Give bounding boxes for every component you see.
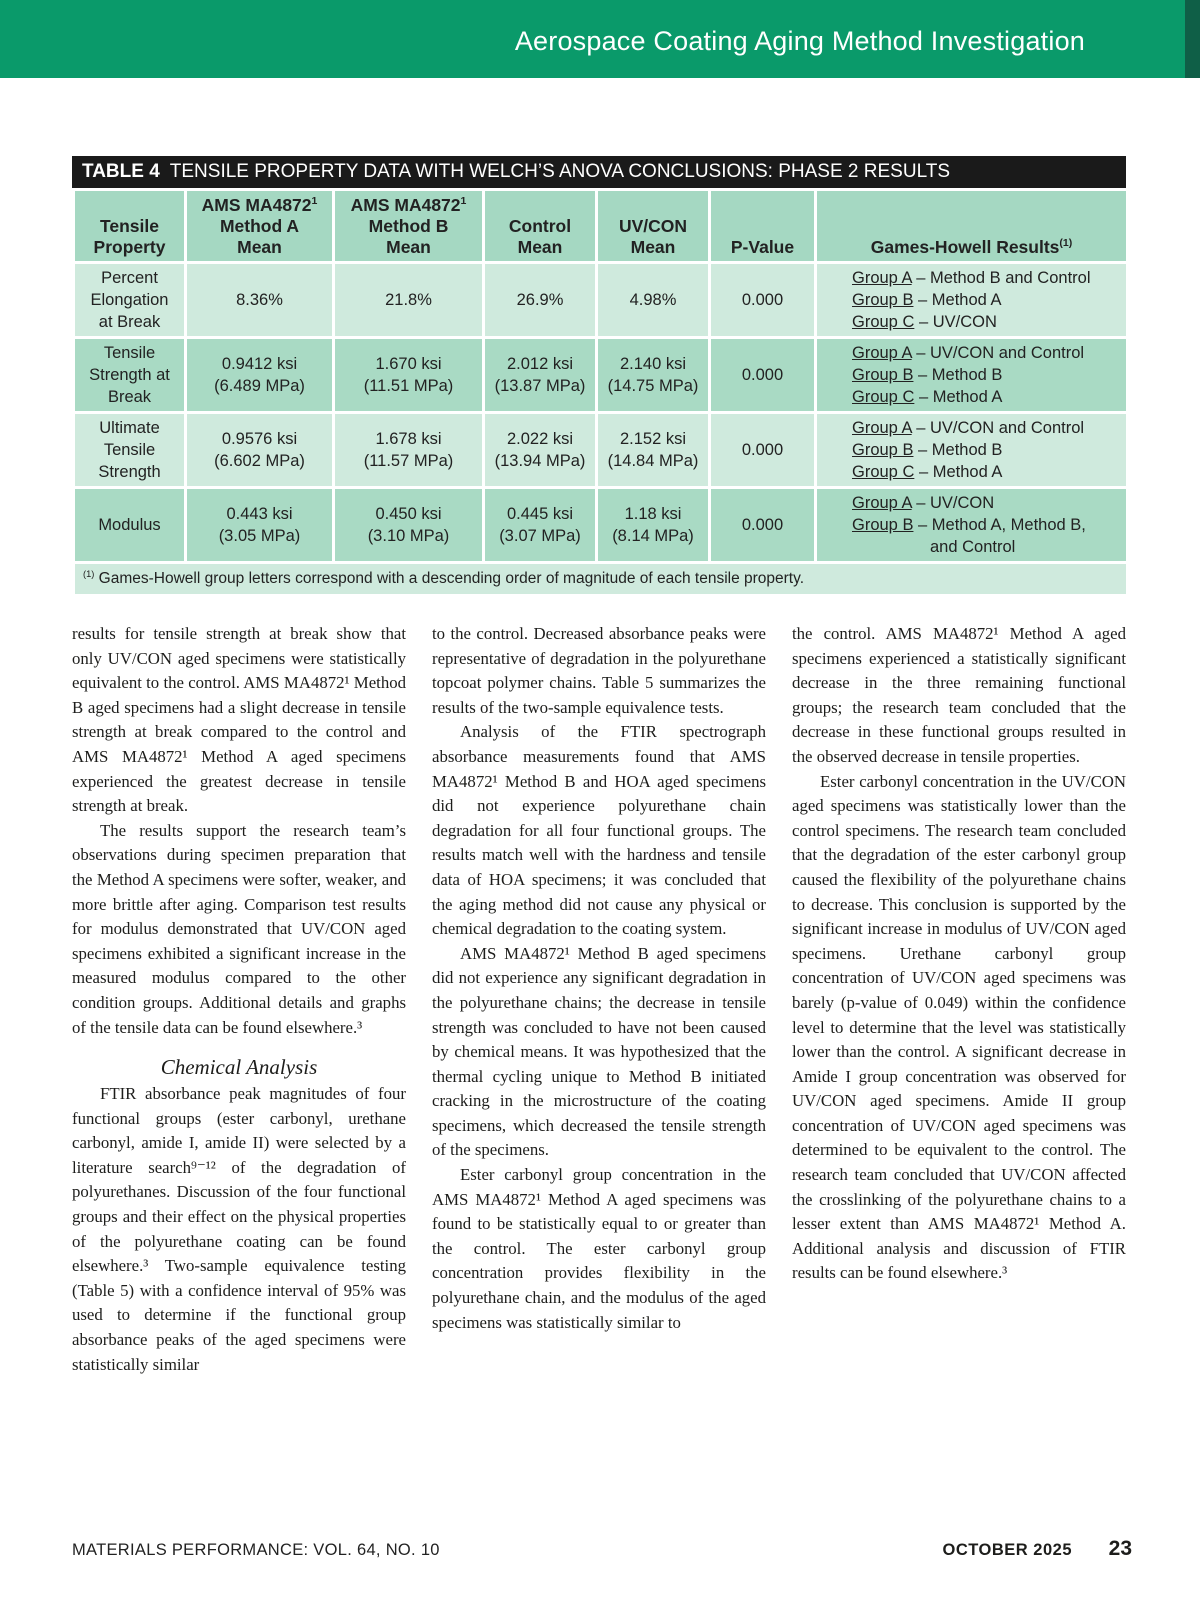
body-column-2: [432, 622, 766, 1335]
section-heading: Chemical Analysis: [160, 1055, 318, 1080]
table-title: TENSILE PROPERTY DATA WITH WELCH’S ANOVA CONCLUSIONS: PHASE 2 RESULTS: [169, 161, 950, 182]
table-row-tensile-strength: [74, 338, 1128, 413]
header-edge-tab: [1185, 0, 1200, 78]
table-label: TABLE 4: [82, 161, 160, 182]
table-header-row: [74, 190, 1128, 263]
table-4: [72, 156, 1126, 597]
cell-method-b: 21.8%: [334, 263, 484, 338]
table-caption: [72, 156, 1126, 188]
cell-control: 26.9%: [484, 263, 597, 338]
paragraph: Ester carbonyl concentration in the UV/CON aged specimens was statistically lower than the control specimens. The research team concluded that the degradation of the ester carbonyl group caused the flexibility of the polyurethane chains to decrease. This conclusion is supported by the significant increase in modulus of UV/CON aged specimens. Urethane carbonyl group concentration of UV/CON aged specimens was barely (p-value of 0.049) within the confidence level to determine that the level was statistically lower than the control. A significant decrease in Amide I group concentration was observed for UV/CON aged specimens. Amide II group concentration of UV/CON aged specimens was determined to be equivalent to the control. The research team concluded that UV/CON affected the crosslinking of the polyurethane chains to a lesser extent than AMS MA4872¹ Method A. Additional analysis and discussion of FTIR results can be found elsewhere.³: [792, 771, 1126, 1283]
paragraph: FTIR absorbance peak magnitudes of four functional groups (ester carbonyl, urethane carbonyl, amide I, amide II) were selected by a literature search⁹⁻¹² of the degradation of polyurethanes. Discussion of the four functional groups and their effect on the physical properties of the polyurethane coating can be found elsewhere.³ Two-sample equivalence testing (Table 5) with a confidence interval of 95% was used to determine if the functional group absorbance peaks of the aged specimens were statistically similar: [72, 1084, 406, 1374]
cell-method-a: 0.9412 ksi (6.489 MPa): [186, 338, 334, 413]
cell-method-b: 1.678 ksi (11.57 MPa): [334, 413, 484, 488]
cell-games-howell: Group A – UV/CON and Control Group B – Method B Group C – Method A: [816, 338, 1128, 413]
cell-uvcon: 1.18 ksi (8.14 MPa): [597, 488, 710, 563]
header-method-b: AMS MA4872$^1$ Method B Mean: [334, 190, 484, 263]
body-column-1: [72, 622, 406, 1377]
cell-method-b: 1.670 ksi (11.51 MPa): [334, 338, 484, 413]
cell-uvcon: 2.140 ksi (14.75 MPa): [597, 338, 710, 413]
cell-control: 2.012 ksi (13.87 MPa): [484, 338, 597, 413]
cell-uvcon: 4.98%: [597, 263, 710, 338]
paragraph: Analysis of the FTIR spectrograph absorbance measurements found that AMS MA4872¹ Method B and HOA aged specimens did not experience polyurethane chain degradation for all four functional groups. The results match well with the hardness and tensile data of HOA specimens; it was concluded that the aging method did not cause any physical or chemical degradation to the coating system.: [432, 722, 766, 939]
cell-method-a: 8.36%: [186, 263, 334, 338]
tensile-data-table: [72, 188, 1129, 597]
cell-games-howell: Group A – Method B and Control Group B – Method A Group C – UV/CON: [816, 263, 1128, 338]
table-footnote-row: [74, 563, 1128, 596]
cell-method-a: 0.9576 ksi (6.602 MPa): [186, 413, 334, 488]
cell-pvalue: 0.000: [710, 263, 816, 338]
table-row-modulus: [74, 488, 1128, 563]
paragraph: to the control. Decreased absorbance peaks were representative of degradation in the polyurethane topcoat polymer chains. Table 5 summarizes the results of the two-sample equivalence tests.: [432, 624, 766, 717]
cell-control: 0.445 ksi (3.07 MPa): [484, 488, 597, 563]
header-control: Control Mean: [484, 190, 597, 263]
cell-pvalue: 0.000: [710, 413, 816, 488]
paragraph: AMS MA4872¹ Method B aged specimens did not experience any significant degradation in the polyurethane chains; the decrease in tensile strength was concluded to have not been caused by chemical means. It was hypothesized that the thermal cycling unique to Method B initiated cracking in the microstructure of the coating specimens, which decreased the tensile strength of the specimens.: [432, 943, 766, 1160]
cell-property: Ultimate Tensile Strength: [74, 413, 186, 488]
cell-uvcon: 2.152 ksi (14.84 MPa): [597, 413, 710, 488]
page-number: 23: [1108, 1537, 1132, 1560]
paragraph: results for tensile strength at break show that only UV/CON aged specimens were statistically equivalent to the control. AMS MA4872¹ Method B aged specimens had a slight decrease in tensile strength at break compared to the control and AMS MA4872¹ Method A aged specimens experienced the greatest decrease in tensile strength at break.: [72, 624, 406, 816]
cell-control: 2.022 ksi (13.94 MPa): [484, 413, 597, 488]
table-row-elongation: [74, 263, 1128, 338]
cell-method-b: 0.450 ksi (3.10 MPa): [334, 488, 484, 563]
cell-pvalue: 0.000: [710, 488, 816, 563]
cell-property: Modulus: [74, 488, 186, 563]
cell-games-howell: Group A – UV/CON Group B – Method A, Method B, and Control: [816, 488, 1128, 563]
cell-games-howell: Group A – UV/CON and Control Group B – Method B Group C – Method A: [816, 413, 1128, 488]
paragraph: the control. AMS MA4872¹ Method A aged specimens experienced a statistically significant decrease in the three remaining functional groups; the research team concluded that the decrease in these functional groups resulted in the observed decrease in tensile properties.: [792, 624, 1126, 766]
table-footnote: $^{(1)}$ Games-Howell group letters correspond with a descending order of magnitude of each tensile property.: [74, 563, 1128, 596]
cell-property: Tensile Strength at Break: [74, 338, 186, 413]
cell-pvalue: 0.000: [710, 338, 816, 413]
footer-journal: MATERIALS PERFORMANCE: VOL. 64, NO. 10: [72, 1541, 440, 1559]
table-row-ultimate-tensile: [74, 413, 1128, 488]
footer-date: OCTOBER 2025: [942, 1541, 1072, 1559]
header-method-a: AMS MA4872$^1$ Method A Mean: [186, 190, 334, 263]
header-pvalue: P-Value: [710, 190, 816, 263]
paragraph: The results support the research team’s observations during specimen preparation that the Method A specimens were softer, weaker, and more brittle after aging. Comparison test results for modulus demonstrated that UV/CON aged specimens exhibited a significant increase in the measured modulus compared to the other condition groups. Additional details and graphs of the tensile data can be found elsewhere.³: [72, 820, 406, 1037]
paragraph: Ester carbonyl group concentration in the AMS MA4872¹ Method A aged specimens was found to be statistically equal to or greater than the control. The ester carbonyl group concentration provides flexibility in the polyurethane chain, and the modulus of the aged specimens was statistically similar to: [432, 1165, 766, 1332]
body-column-3: [792, 622, 1126, 1286]
cell-method-a: 0.443 ksi (3.05 MPa): [186, 488, 334, 563]
running-title: Aerospace Coating Aging Method Investigation: [514, 26, 1085, 56]
header-uvcon: UV/CON Mean: [597, 190, 710, 263]
header-property: Tensile Property: [74, 190, 186, 263]
header-games-howell: Games-Howell Results$^{(1)}$: [816, 190, 1128, 263]
cell-property: Percent Elongation at Break: [74, 263, 186, 338]
page-header-bar: [0, 0, 1185, 78]
